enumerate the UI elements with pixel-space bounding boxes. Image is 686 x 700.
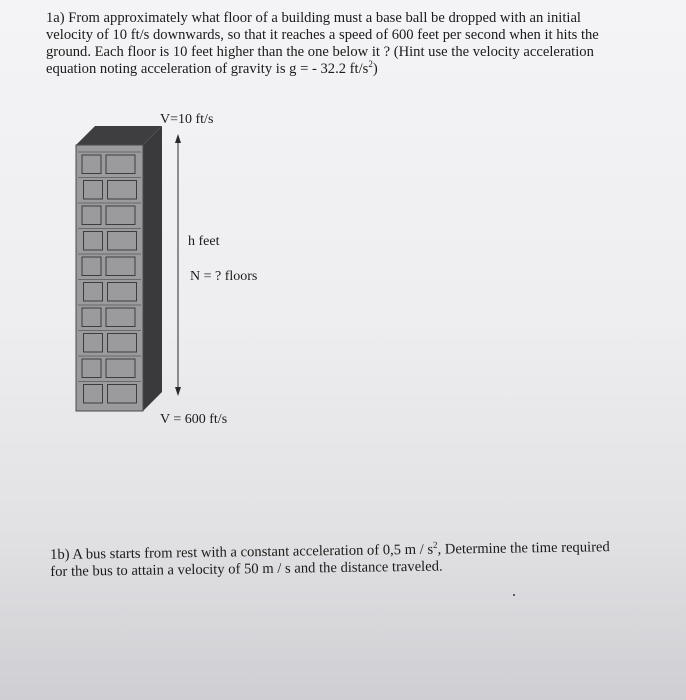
initial-velocity-label: V=10 ft/s xyxy=(160,112,214,127)
problem-1a-line-2: velocity of 10 ft/s downwards, so that it reaches a speed of 600 feet per second when it hits the xyxy=(46,27,599,43)
height-arrow-down-head xyxy=(175,387,181,396)
height-label: h feet xyxy=(188,234,220,249)
problem-1b-line-1-start: 1b) A bus starts from rest with a constant acceleration of 0,5 m / s xyxy=(50,541,434,563)
stray-dot xyxy=(513,594,515,596)
height-arrow-up-head xyxy=(175,134,181,143)
exponent-2: 2 xyxy=(432,539,438,550)
problem-1a-line-3: ground. Each floor is 10 feet higher than the one below it ? (Hint use the velocity acceleration xyxy=(46,44,594,60)
building-front xyxy=(76,145,143,411)
building-side xyxy=(143,126,162,411)
floors-label: N = ? floors xyxy=(190,269,258,284)
problem-1b-line-1-end: , Determine the time required xyxy=(437,539,610,558)
exponent-2: 2 xyxy=(368,59,373,70)
final-velocity-label: V = 600 ft/s xyxy=(160,412,228,427)
problem-1a-line-1: 1a) From approximately what floor of a building must a base ball be dropped with an initial xyxy=(46,10,581,26)
problem-1b-line-2: for the bus to attain a velocity of 50 m / s and the distance traveled. xyxy=(50,558,443,580)
closing-paren: ) xyxy=(372,61,378,77)
gravity-equation: equation noting acceleration of gravity is g = - 32.2 ft/s xyxy=(46,61,369,77)
